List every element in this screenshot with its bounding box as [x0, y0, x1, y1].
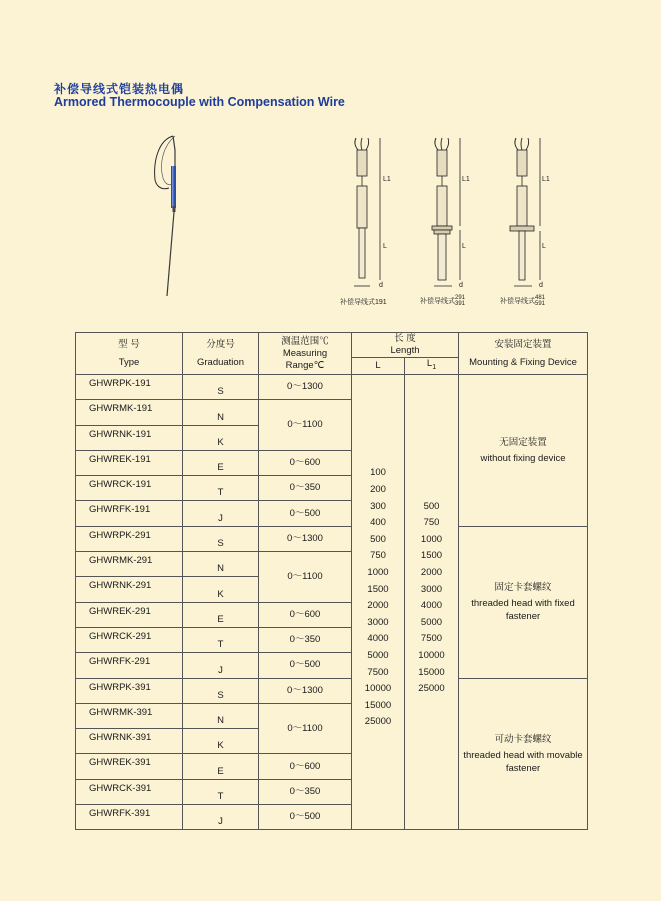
range-cell: 0～1300	[259, 678, 352, 703]
table-row: GHWRNK-291 K	[76, 577, 588, 602]
spec-table	[75, 332, 588, 830]
mounting-cell-391: 可动卡套螺纹 threaded head with movable fastener	[459, 678, 588, 830]
table-row: GHWRNK-191 K	[76, 425, 588, 450]
dim-label-d-b: d	[459, 282, 463, 289]
dimension-diagrams	[340, 130, 580, 305]
diagram-label-191: 补偿导线式191	[340, 299, 387, 306]
dim-label-l-c: L	[542, 243, 546, 250]
table-row: GHWRMK-391 N 0～1100	[76, 703, 588, 728]
table-row: GHWREK-391 E 0～600	[76, 754, 588, 779]
dim-label-l1-a: L1	[383, 176, 391, 183]
header-mounting: 安装固定装置 Mounting & Fixing Device	[459, 333, 588, 375]
range-cell: 0～500	[259, 501, 352, 526]
table-row: GHWRFK-391 J 0～500	[76, 805, 588, 830]
table-row: GHWREK-291 E 0～600	[76, 602, 588, 627]
table-row: GHWRNK-391 K	[76, 729, 588, 754]
table-row: GHWRCK-291 T 0～350	[76, 627, 588, 652]
diagram-label-291: 补偿导线式291 391	[420, 295, 466, 307]
diagram-191	[354, 138, 380, 286]
dim-label-d-c: d	[539, 282, 543, 289]
range-cell: 0～350	[259, 779, 352, 804]
table-row: GHWRFK-191 J 0～500	[76, 501, 588, 526]
table-row: GHWRMK-291 N 0～1100	[76, 552, 588, 577]
diagram-label-391: 补偿导线式481 591	[500, 295, 546, 307]
range-cell: 0～500	[259, 653, 352, 678]
page-title-cn: 补偿导线式铠装热电偶	[54, 82, 185, 96]
range-cell: 0～600	[259, 754, 352, 779]
table-row: GHWRPK-391 S 0～1300 可动卡套螺纹 threaded head with movable fastener	[76, 678, 588, 703]
l1-values-cell: 500 750 1000 1500 2000 3000 4000 5000 7500 10000 15000 25000	[405, 375, 459, 830]
header-l1: $L_1$	[405, 358, 459, 375]
table-row: GHWRFK-291 J 0～500	[76, 653, 588, 678]
header-range: 测温范围℃ Measuring Range℃	[259, 333, 352, 375]
range-cell: 0～600	[259, 450, 352, 475]
header-l: L	[352, 358, 405, 375]
mounting-cell-291: 固定卡套螺纹 threaded head with fixed fastener	[459, 526, 588, 678]
range-cell: 0～1100	[259, 552, 352, 603]
product-photo	[145, 130, 205, 300]
header-graduation: 分度号 Graduation	[183, 333, 259, 375]
table-row: GHWRCK-191 T 0～350	[76, 476, 588, 501]
table-row: GHWREK-191 E 0～600	[76, 450, 588, 475]
header-length: 长 度 Length	[352, 333, 459, 358]
diagram-391	[510, 138, 540, 286]
range-cell: 0～1100	[259, 703, 352, 754]
dim-label-l-b: L	[462, 243, 466, 250]
dim-label-l-a: L	[383, 243, 387, 250]
range-cell: 0～500	[259, 805, 352, 830]
dim-label-d-a: d	[379, 282, 383, 289]
table-row: GHWRPK-191 S 0～1300 100 200 300 400 500 750 1000 1500 2000 3000 4000 5000 7500 10000 15000 25000 500 750 1000 1500 2000 3000 4000 5000 7500 10000 15000 25000 无固定装置 without fixing device	[76, 375, 588, 400]
page-title-en: Armored Thermocouple with Compensation Wire	[54, 95, 345, 109]
dim-label-l1-c: L1	[542, 176, 550, 183]
range-cell: 0～350	[259, 627, 352, 652]
table-row: GHWRPK-291 S 0～1300 固定卡套螺纹 threaded head with fixed fastener	[76, 526, 588, 551]
mounting-cell-191: 无固定装置 without fixing device	[459, 375, 588, 527]
diagram-291	[432, 138, 460, 286]
table-row: GHWRCK-391 T 0～350	[76, 779, 588, 804]
range-cell: 0～600	[259, 602, 352, 627]
l-values-cell: 100 200 300 400 500 750 1000 1500 2000 3000 4000 5000 7500 10000 15000 25000	[352, 375, 405, 830]
range-cell: 0～350	[259, 476, 352, 501]
range-cell: 0～1300	[259, 526, 352, 551]
range-cell: 0～1100	[259, 400, 352, 451]
table-row: GHWRMK-191 N 0～1100	[76, 400, 588, 425]
range-cell: 0～1300	[259, 375, 352, 400]
header-type: 型 号 Type	[76, 333, 183, 375]
dim-label-l1-b: L1	[462, 176, 470, 183]
